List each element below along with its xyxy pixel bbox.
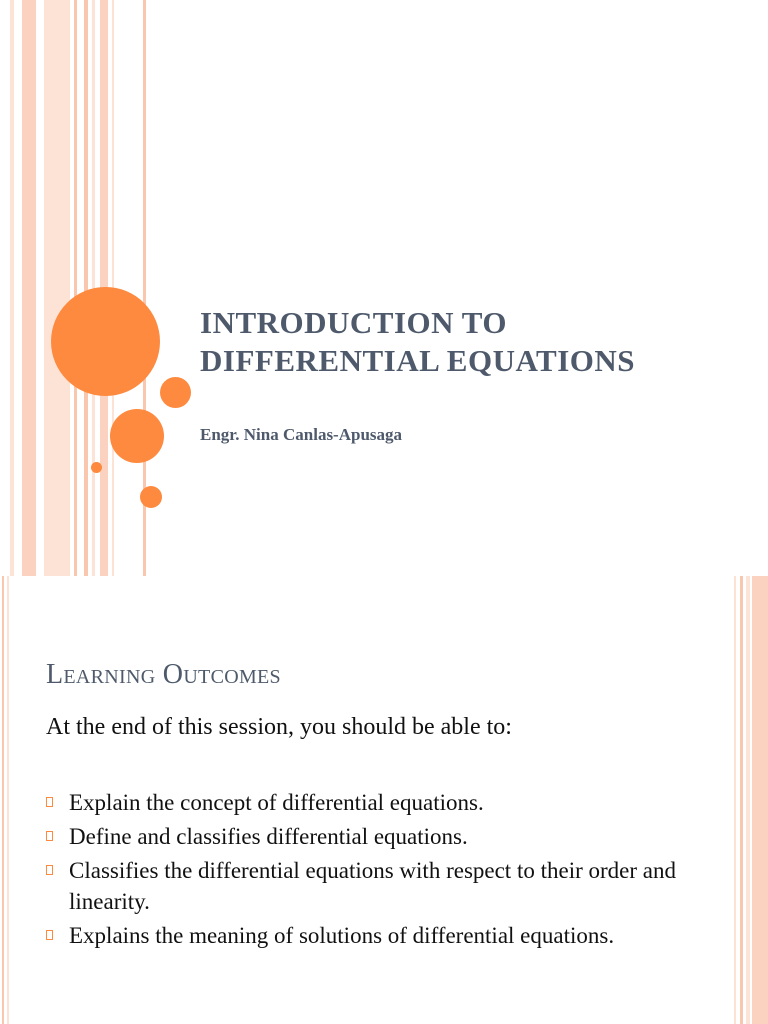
list-item — [46, 787, 686, 818]
list-item — [46, 855, 686, 917]
slide-heading: Learning Outcomes — [46, 659, 281, 690]
decorative-stripe — [74, 0, 77, 576]
list-item — [46, 920, 686, 951]
title-line-2: DIFFERENTIAL EQUATIONS — [200, 343, 636, 378]
list-item-text: Explain the concept of differential equations. — [69, 790, 484, 815]
intro-text: At the end of this session, you should be able to: — [46, 714, 512, 740]
bullet-icon — [46, 797, 53, 807]
decorative-circle-small — [160, 377, 191, 408]
list-item-text: Define and classifies differential equations. — [69, 824, 468, 849]
decorative-stripe — [84, 0, 88, 576]
decorative-circle-medium — [110, 409, 164, 463]
decorative-stripe — [10, 0, 14, 576]
list-item-text: Explains the meaning of solutions of differential equations. — [69, 923, 615, 948]
decorative-stripe — [740, 576, 743, 1024]
decorative-stripe — [7, 576, 9, 1024]
decorative-stripe — [22, 0, 36, 576]
bullet-icon — [46, 865, 53, 875]
decorative-stripe — [752, 576, 768, 1024]
list-item — [46, 821, 686, 852]
author-name: Engr. Nina Canlas-Apusaga — [200, 425, 403, 444]
slide-learning-outcomes — [0, 576, 768, 1024]
decorative-stripe — [746, 576, 750, 1024]
bullet-icon — [46, 930, 53, 940]
title-line-1: INTRODUCTION TO — [200, 305, 507, 340]
decorative-stripe — [734, 576, 736, 1024]
outcomes-list — [46, 787, 686, 954]
slide-title-text — [200, 304, 760, 380]
bullet-icon — [46, 831, 53, 841]
decorative-stripe — [44, 0, 70, 576]
decorative-circle-large — [51, 287, 160, 396]
decorative-circle-small — [140, 486, 162, 508]
list-item-text: Classifies the differential equations with respect to their order and linearity. — [69, 858, 676, 914]
decorative-circle-tiny — [91, 462, 102, 473]
decorative-stripe — [2, 576, 4, 1024]
